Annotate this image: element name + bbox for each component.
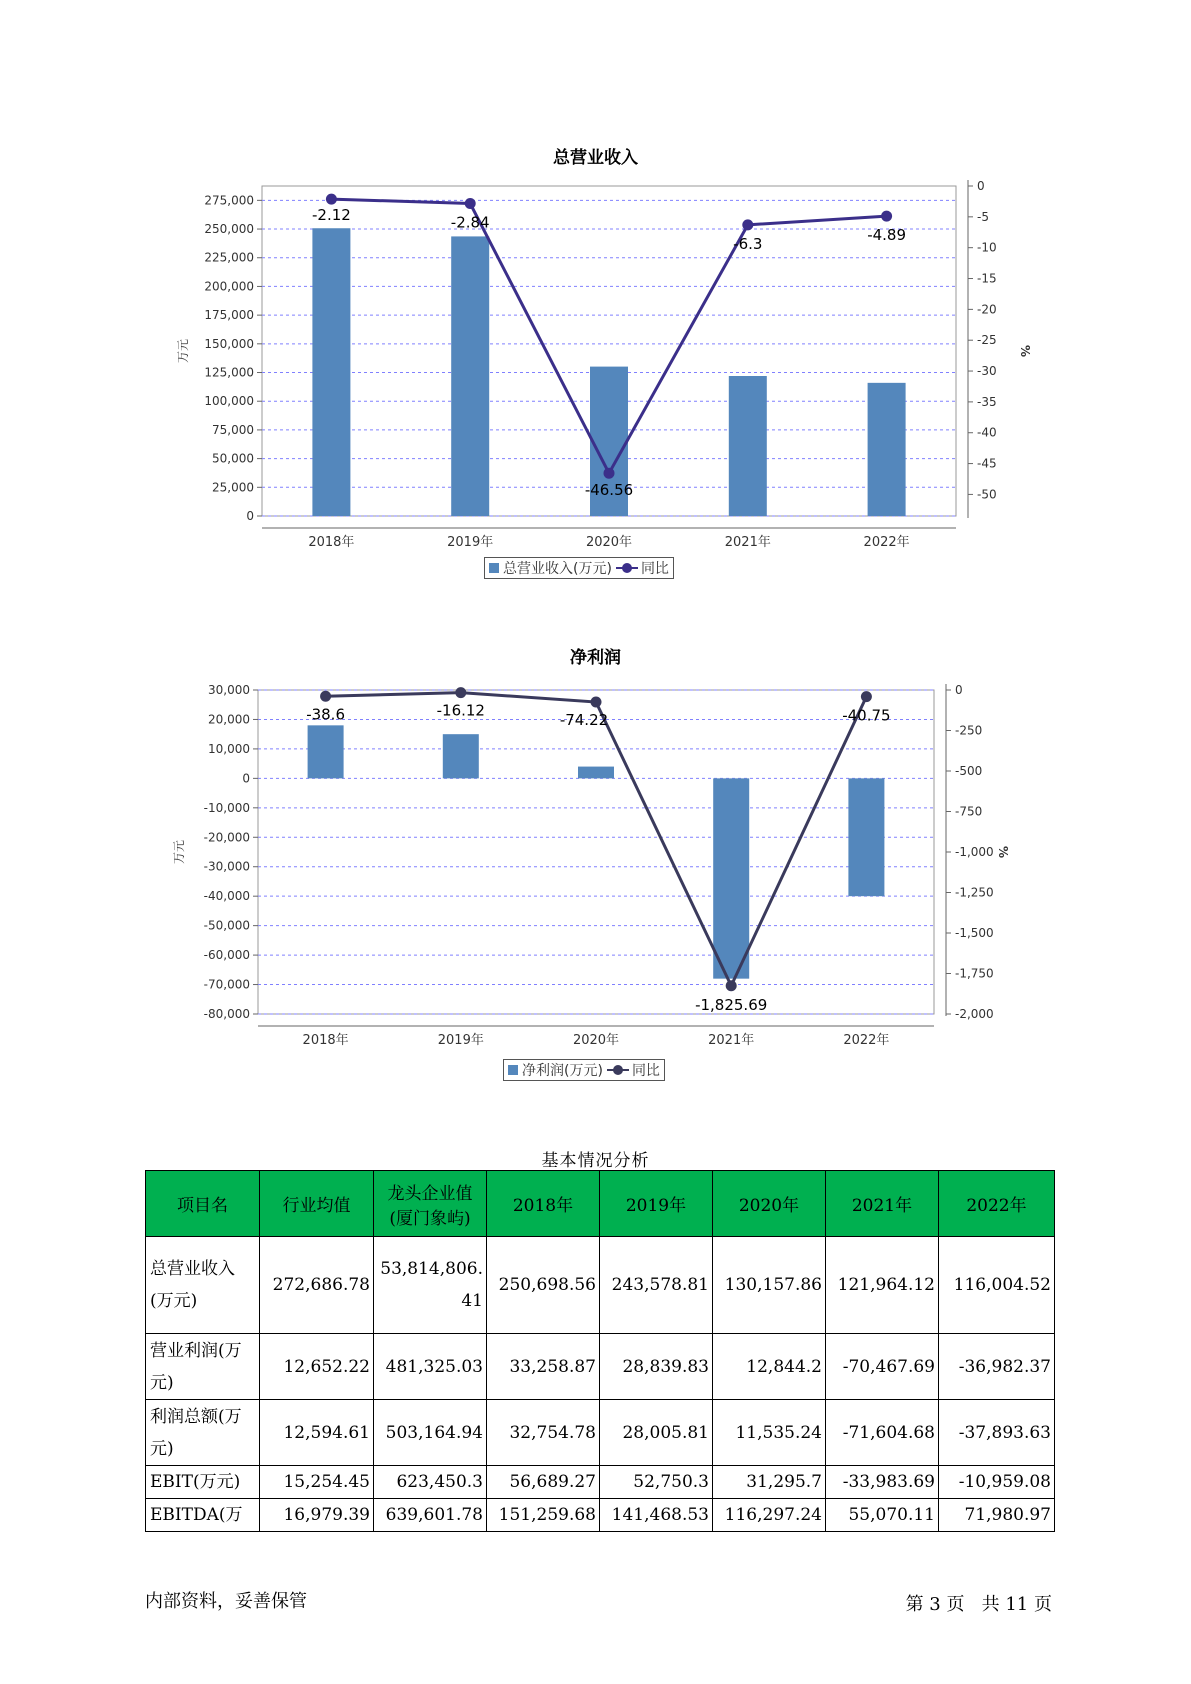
- y-tick-label: -30,000: [203, 859, 250, 874]
- bar-legend-swatch: [489, 563, 499, 573]
- y2-tick-label: -25: [977, 333, 997, 348]
- y2-axis-title: %: [996, 845, 1010, 859]
- revenue-chart: [0, 175, 1191, 595]
- bar: [713, 778, 749, 978]
- table-cell: 16,979.39: [260, 1499, 374, 1532]
- y-tick-label: 225,000: [204, 250, 254, 265]
- data-label: -38.6: [306, 705, 346, 724]
- x-tick-label: 2018年: [302, 1033, 349, 1048]
- yoy-point: [326, 194, 337, 205]
- table-cell: 141,468.53: [600, 1499, 713, 1532]
- y-tick-label: 175,000: [204, 308, 254, 323]
- yoy-point: [465, 198, 476, 209]
- x-tick-label: 2020年: [572, 1033, 620, 1048]
- y-tick-label: 25,000: [212, 480, 254, 495]
- data-label: -6.3: [733, 234, 763, 253]
- row-label: 营业利润(万元): [146, 1334, 260, 1400]
- table-row: [146, 1237, 1055, 1334]
- table-row: [146, 1499, 1055, 1532]
- bar: [443, 734, 479, 778]
- y2-tick-label: -50: [977, 487, 997, 502]
- y-tick-label: 275,000: [204, 193, 254, 208]
- table-cell: 272,686.78: [260, 1237, 374, 1334]
- table-caption: 基本情况分析: [541, 1151, 650, 1171]
- table-cell: 56,689.27: [487, 1466, 600, 1499]
- y-tick-label: 125,000: [204, 365, 254, 380]
- basic-analysis-table: [145, 1170, 1055, 1532]
- bar: [578, 767, 614, 779]
- table-cell: 503,164.94: [374, 1400, 487, 1466]
- y-tick-label: 200,000: [204, 279, 254, 294]
- table-cell: 11,535.24: [713, 1400, 826, 1466]
- table-row: [146, 1400, 1055, 1466]
- net-profit-chart: [0, 670, 1191, 1100]
- header-cell: 2018年: [487, 1171, 600, 1237]
- table-cell: 121,964.12: [826, 1237, 939, 1334]
- yoy-point: [320, 691, 331, 702]
- chart1-legend-bar-label: 总营业收入(万元): [503, 561, 612, 577]
- chart2-title: 净利润: [570, 648, 621, 668]
- y2-tick-label: -1,750: [955, 966, 994, 981]
- chart1-legend: [484, 557, 674, 579]
- x-tick-label: 2022年: [843, 1033, 890, 1048]
- y-tick-label: -10,000: [203, 800, 250, 815]
- yoy-point: [861, 691, 872, 702]
- chart2-legend-line-label: 同比: [631, 1063, 660, 1079]
- y-tick-label: 250,000: [204, 222, 254, 237]
- y-tick-label: -50,000: [203, 918, 250, 933]
- chart1-legend-line-label: 同比: [640, 561, 669, 577]
- yoy-point: [726, 980, 737, 991]
- row-label: EBITDA(万: [146, 1499, 260, 1532]
- y2-tick-label: 0: [977, 179, 985, 193]
- x-tick-label: 2021年: [724, 535, 771, 550]
- chart2-legend-bar-label: 净利润(万元): [522, 1063, 603, 1079]
- yoy-point: [604, 468, 615, 479]
- table-cell: -71,604.68: [826, 1400, 939, 1466]
- table-header-row: [146, 1171, 1055, 1237]
- y2-tick-label: -20: [977, 302, 997, 317]
- y2-tick-label: -45: [977, 456, 997, 471]
- y-tick-label: 50,000: [212, 451, 254, 466]
- bar-legend-swatch: [508, 1065, 518, 1075]
- table-cell: 250,698.56: [487, 1237, 600, 1334]
- bar: [312, 228, 350, 516]
- footer-confidential-note: 内部资料，妥善保管: [145, 1591, 307, 1612]
- table-row: [146, 1466, 1055, 1499]
- y2-tick-label: -1,000: [955, 845, 994, 859]
- y2-tick-label: -2,000: [955, 1007, 994, 1021]
- row-label: 总营业收入(万元): [146, 1237, 260, 1334]
- y-axis-title: 万元: [172, 839, 186, 865]
- header-cell: 2020年: [713, 1171, 826, 1237]
- table-cell: 116,297.24: [713, 1499, 826, 1532]
- chart2-legend: [503, 1059, 665, 1081]
- table-cell: 243,578.81: [600, 1237, 713, 1334]
- header-cell: 龙头企业值(厦门象屿): [374, 1171, 487, 1237]
- y-tick-label: 75,000: [212, 422, 254, 437]
- x-tick-label: 2019年: [447, 535, 494, 550]
- y2-tick-label: -1,250: [955, 885, 994, 900]
- table-cell: 151,259.68: [487, 1499, 600, 1532]
- header-cell: 行业均值: [260, 1171, 374, 1237]
- y2-tick-label: -30: [977, 364, 997, 379]
- table-cell: 639,601.78: [374, 1499, 487, 1532]
- data-label: -16.12: [436, 701, 485, 720]
- header-cell: 2019年: [600, 1171, 713, 1237]
- header-cell: 2021年: [826, 1171, 939, 1237]
- x-tick-label: 2018年: [308, 535, 355, 550]
- bar: [308, 725, 344, 778]
- y-tick-label: 150,000: [204, 336, 254, 351]
- data-label: -40.75: [842, 706, 891, 725]
- bar: [451, 236, 489, 516]
- x-tick-label: 2019年: [437, 1033, 484, 1048]
- table-cell: 12,594.61: [260, 1400, 374, 1466]
- y-tick-label: -70,000: [203, 977, 250, 992]
- table-cell: 116,004.52: [939, 1237, 1055, 1334]
- y2-tick-label: -5: [977, 209, 989, 224]
- yoy-point: [881, 211, 892, 222]
- y2-tick-label: -15: [977, 271, 997, 286]
- table-cell: 12,652.22: [260, 1334, 374, 1400]
- table-cell: 481,325.03: [374, 1334, 487, 1400]
- chart1-title: 总营业收入: [553, 148, 638, 168]
- table-cell: -10,959.08: [939, 1466, 1055, 1499]
- table-cell: 28,839.83: [600, 1334, 713, 1400]
- y2-tick-label: -35: [977, 394, 997, 409]
- header-cell: 项目名: [146, 1171, 260, 1237]
- y-tick-label: -80,000: [203, 1007, 250, 1021]
- table-cell: 623,450.3: [374, 1466, 487, 1499]
- table-cell: 12,844.2: [713, 1334, 826, 1400]
- y-tick-label: 20,000: [208, 712, 250, 727]
- table-row: [146, 1334, 1055, 1400]
- x-tick-label: 2022年: [863, 535, 910, 550]
- table-cell: -37,893.63: [939, 1400, 1055, 1466]
- bar: [848, 778, 884, 896]
- table-cell: -33,983.69: [826, 1466, 939, 1499]
- table-cell: 32,754.78: [487, 1400, 600, 1466]
- line-legend-swatch: [607, 1065, 629, 1075]
- table-cell: 55,070.11: [826, 1499, 939, 1532]
- y-axis-title: 万元: [176, 338, 190, 364]
- y-tick-label: 0: [246, 509, 254, 523]
- y-tick-label: 100,000: [204, 394, 254, 409]
- table-cell: 15,254.45: [260, 1466, 374, 1499]
- y2-axis-title: %: [1018, 344, 1032, 358]
- y2-tick-label: -40: [977, 425, 997, 440]
- table-cell: 28,005.81: [600, 1400, 713, 1466]
- y2-tick-label: -1,500: [955, 926, 994, 940]
- bar: [868, 383, 906, 516]
- y-tick-label: -40,000: [203, 889, 250, 904]
- table-cell: 31,295.7: [713, 1466, 826, 1499]
- data-label: -2.12: [311, 206, 351, 225]
- y-tick-label: -60,000: [203, 948, 250, 963]
- x-tick-label: 2020年: [585, 535, 633, 550]
- data-label: -4.89: [867, 226, 907, 245]
- y2-tick-label: -10: [977, 240, 997, 255]
- table-cell: -36,982.37: [939, 1334, 1055, 1400]
- bar: [729, 376, 767, 516]
- row-label: 利润总额(万元): [146, 1400, 260, 1466]
- plot-area: [258, 690, 934, 1014]
- y2-tick-label: -750: [955, 804, 983, 819]
- table-cell: 33,258.87: [487, 1334, 600, 1400]
- yoy-point: [455, 687, 466, 698]
- yoy-point: [591, 697, 602, 708]
- header-cell: 2022年: [939, 1171, 1055, 1237]
- y2-tick-label: 0: [955, 683, 963, 697]
- data-label: -2.84: [450, 213, 490, 232]
- table-cell: 71,980.97: [939, 1499, 1055, 1532]
- y-tick-label: 10,000: [208, 741, 250, 756]
- data-label: -46.56: [584, 481, 634, 500]
- table-cell: 130,157.86: [713, 1237, 826, 1334]
- table-cell: 52,750.3: [600, 1466, 713, 1499]
- footer-page-number: 第 3 页 共 11 页: [905, 1594, 1052, 1615]
- y-tick-label: 0: [242, 771, 250, 786]
- x-tick-label: 2021年: [708, 1033, 755, 1048]
- y-tick-label: 30,000: [208, 683, 250, 697]
- yoy-point: [742, 219, 753, 230]
- table-cell: 53,814,806.41: [374, 1237, 487, 1334]
- y2-tick-label: -500: [955, 764, 983, 778]
- row-label: EBIT(万元): [146, 1466, 260, 1499]
- y-tick-label: -20,000: [203, 830, 250, 845]
- y2-tick-label: -250: [955, 723, 983, 738]
- data-label: -1,825.69: [695, 995, 768, 1014]
- table-cell: -70,467.69: [826, 1334, 939, 1400]
- data-label: -74.22: [559, 711, 609, 730]
- line-legend-swatch: [616, 563, 638, 573]
